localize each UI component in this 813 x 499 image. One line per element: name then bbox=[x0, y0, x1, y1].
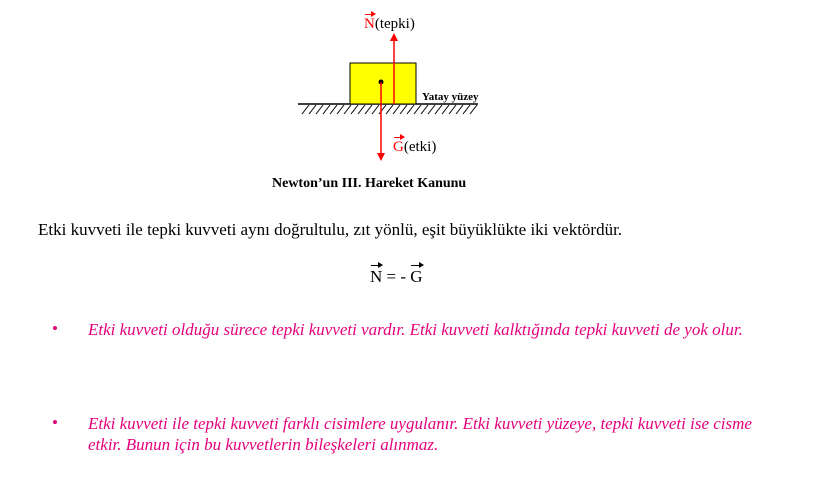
hatch-mark bbox=[351, 105, 358, 114]
equation-right-symbol: G bbox=[410, 267, 423, 286]
gravity-force-label bbox=[393, 140, 436, 155]
hatch-mark bbox=[358, 105, 365, 114]
hatch-mark bbox=[330, 105, 337, 114]
normal-force-name: (tepki) bbox=[374, 16, 415, 32]
hatch-mark bbox=[372, 105, 379, 114]
hatch-mark bbox=[421, 105, 428, 114]
hatch-mark bbox=[302, 105, 309, 114]
hatch-mark bbox=[379, 105, 386, 114]
hatch-mark bbox=[435, 105, 442, 114]
hatch-mark bbox=[386, 105, 393, 114]
hatch-mark bbox=[316, 105, 323, 114]
equation-operator: = - bbox=[382, 267, 411, 286]
normal-force-label bbox=[364, 17, 415, 32]
hatch-mark bbox=[407, 105, 414, 114]
bullet-text: Etki kuvveti ile tepki kuvveti farklı cisimlere uygulanır. Etki kuvveti yüzeye, tepki kuvveti ise cisme etkir. Bunun için bu kuvvetlerin bileşkeleri alınmaz. bbox=[88, 414, 752, 454]
hatch-mark bbox=[400, 105, 407, 114]
bullet-marker: • bbox=[52, 319, 58, 338]
hatch-mark bbox=[344, 105, 351, 114]
bullet-text: Etki kuvveti olduğu sürece tepki kuvveti vardır. Etki kuvveti kalktığında tepki kuvveti de yok olur. bbox=[88, 320, 743, 339]
surface-label: Yatay yüzey bbox=[422, 91, 479, 103]
equation-left-symbol: N bbox=[370, 267, 383, 286]
hatch-mark bbox=[365, 105, 372, 114]
bullet-item bbox=[52, 319, 772, 340]
hatch-mark bbox=[323, 105, 330, 114]
hatch-mark bbox=[463, 105, 470, 114]
hatch-mark bbox=[393, 105, 400, 114]
gravity-force-name: (etki) bbox=[403, 139, 437, 155]
hatch-mark bbox=[449, 105, 456, 114]
hatch-mark bbox=[414, 105, 421, 114]
hatch-mark bbox=[337, 105, 344, 114]
gravity-force-symbol: G bbox=[393, 139, 404, 155]
vector-equation bbox=[370, 268, 423, 285]
bullet-marker: • bbox=[52, 413, 58, 432]
hatch-mark bbox=[428, 105, 435, 114]
bullet-item bbox=[52, 413, 772, 455]
hatch-mark bbox=[442, 105, 449, 114]
ground-surface bbox=[298, 104, 478, 114]
normal-force-symbol: N bbox=[364, 16, 375, 32]
diagram-caption: Newton’un III. Hareket Kanunu bbox=[272, 176, 467, 191]
statement-text: Etki kuvveti ile tepki kuvveti aynı doğrultulu, zıt yönlü, eşit büyüklükte iki vektördür. bbox=[38, 220, 623, 239]
hatch-mark bbox=[470, 105, 477, 114]
hatch-mark bbox=[309, 105, 316, 114]
hatch-mark bbox=[456, 105, 463, 114]
